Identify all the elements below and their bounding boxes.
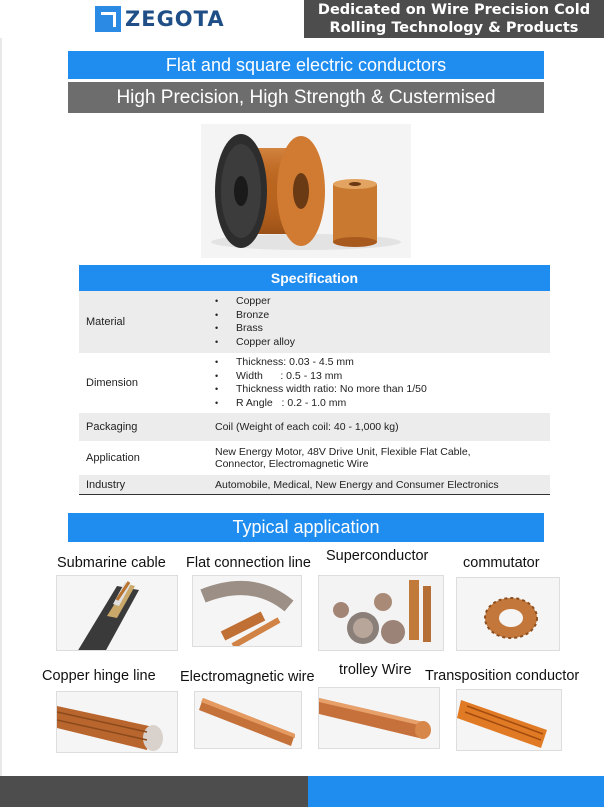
- spec-value-line: Connector, Electromagnetic Wire: [215, 458, 369, 470]
- footer-gray-bar: [0, 776, 308, 807]
- spec-row-dimension: [79, 353, 550, 413]
- spec-row-application: [79, 441, 550, 475]
- spec-value-line: New Energy Motor, 48V Drive Unit, Flexible Flat Cable,: [215, 446, 471, 458]
- app-label-trolley-wire: trolley Wire: [339, 662, 412, 678]
- spec-key: Industry: [86, 478, 126, 491]
- tagline-line1: Dedicated on Wire Precision Cold: [317, 2, 591, 18]
- commutator-image: [456, 577, 560, 651]
- list-item: • Copper alloy: [215, 336, 550, 350]
- submarine-cable-image: [56, 575, 178, 651]
- typical-heading: Typical application: [68, 513, 544, 542]
- header: [0, 0, 604, 38]
- product-hero-image: [201, 124, 411, 258]
- app-label-electromagnetic-wire: Electromagnetic wire: [180, 669, 315, 685]
- copper-hinge-line-image: [56, 691, 178, 753]
- app-label-copper-hinge-line: Copper hinge line: [42, 668, 156, 684]
- transposition-conductor-image: [456, 689, 562, 751]
- list-item: • Thickness: 0.03 - 4.5 mm: [215, 356, 550, 370]
- list-item: • Bronze: [215, 309, 550, 323]
- spec-row-industry: [79, 475, 550, 494]
- list-item: • Copper: [215, 295, 550, 309]
- app-label-flat-connection-line: Flat connection line: [186, 555, 311, 571]
- tagline-line2: Rolling Technology & Products: [329, 20, 579, 36]
- trolley-wire-image: [318, 687, 440, 749]
- header-tagline: [304, 0, 604, 38]
- list-item: • Width : 0.5 - 13 mm: [215, 370, 550, 384]
- spec-key: Dimension: [86, 377, 138, 389]
- spec-key: Material: [86, 316, 126, 328]
- page-subtitle: High Precision, High Strength & Custermised: [68, 82, 544, 113]
- spec-row-packaging: [79, 413, 550, 441]
- brand-name: ZEGOTA: [125, 7, 225, 31]
- spec-value: Automobile, Medical, New Energy and Consumer Electronics: [215, 478, 499, 491]
- list-item: • R Angle : 0.2 - 1.0 mm: [215, 397, 550, 411]
- app-label-superconductor: Superconductor: [326, 548, 429, 564]
- list-item: • Brass: [215, 322, 550, 336]
- flat-connection-line-image: [192, 575, 302, 647]
- dimension-list: [215, 356, 550, 410]
- spec-bottom-rule: [79, 494, 550, 495]
- brand-mark-icon: [95, 6, 121, 32]
- list-item: • Thickness width ratio: No more than 1/50: [215, 383, 550, 397]
- left-edge-rule: [0, 38, 2, 776]
- spec-value: [215, 446, 550, 470]
- brand-logo[interactable]: [95, 5, 225, 33]
- spec-value: Coil (Weight of each coil: 40 - 1,000 kg): [215, 421, 399, 433]
- electromagnetic-wire-image: [194, 691, 302, 749]
- footer-blue-bar: [308, 776, 604, 807]
- app-label-submarine-cable: Submarine cable: [57, 555, 166, 571]
- spec-key: Packaging: [86, 421, 138, 433]
- page-title: Flat and square electric conductors: [68, 51, 544, 79]
- app-label-commutator: commutator: [463, 555, 540, 571]
- app-label-transposition-conductor: Transposition conductor: [425, 668, 580, 684]
- spec-key: Application: [86, 452, 140, 464]
- superconductor-image: [318, 575, 444, 651]
- spec-heading: Specification: [79, 265, 550, 291]
- material-list: [215, 295, 550, 349]
- spec-row-material: [79, 291, 550, 353]
